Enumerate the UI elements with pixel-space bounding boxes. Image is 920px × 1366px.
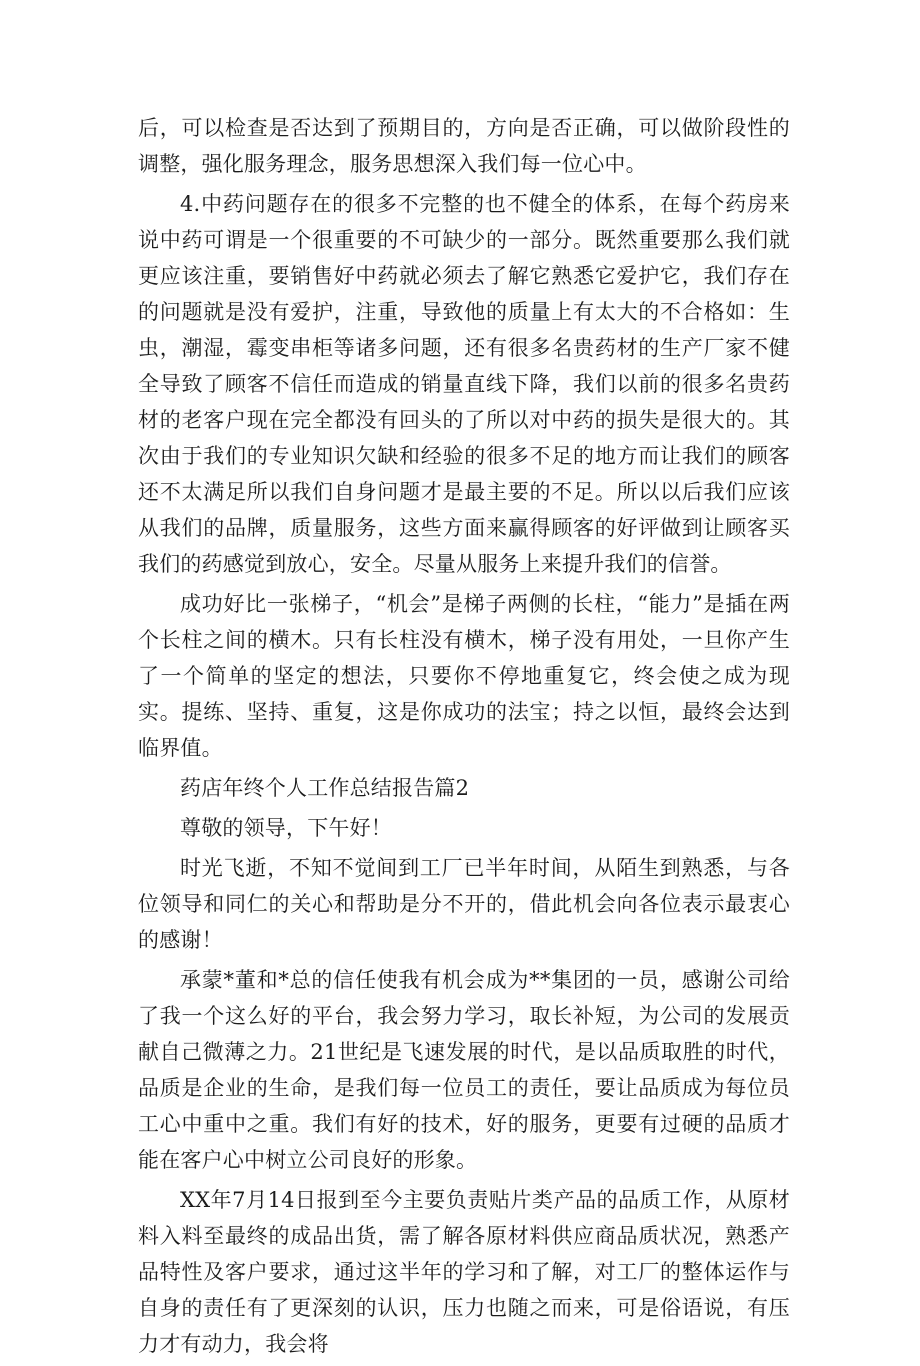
paragraph-time-flies: 时光飞逝，不知不觉间到工厂已半年时间，从陌生到熟悉，与各位领导和同仁的关心和帮助是分不开的，借此机会向各位表示最衷心的感谢！ [138, 856, 790, 952]
paragraph-greeting: 尊敬的领导，下午好！ [180, 816, 392, 840]
document-body [138, 110, 790, 1366]
paragraph-chinese-medicine: 4.中药问题存在的很多不完整的也不健全的体系，在每个药房来说中药可谓是一个很重要的不可缺少的一部分。既然重要那么我们就更应该注重，要销售好中药就必须去了解它熟悉它爱护它，我们存在的问题就是没有爱护，注重，导致他的质量上有太大的不合格如：生虫，潮湿，霉变串柜等诸多问题，还有很多名贵药材的生产厂家不健全导致了顾客不信任而造成的销量直线下降，我们以前的很多名贵药材的老客户现在完全都没有回头的了所以对中药的损失是很大的。其次由于我们的专业知识欠缺和经验的很多不足的地方而让我们的顾客还不太满足所以我们自身问题才是最主要的不足。所以以后我们应该从我们的品牌，质量服务，这些方面来赢得顾客的好评做到让顾客买我们的药感觉到放心，安全。尽量从服务上来提升我们的信誉。 [138, 192, 790, 576]
paragraph-continuation: 后，可以检查是否达到了预期目的，方向是否正确，可以做阶段性的调整，强化服务理念，服务思想深入我们每一位心中。 [138, 116, 790, 176]
paragraph-success-ladder: 成功好比一张梯子，“机会”是梯子两侧的长柱，“能力”是插在两个长柱之间的横木。只有长柱没有横木，梯子没有用处，一旦你产生了一个简单的坚定的想法，只要你不停地重复它，终会使之成为现实。提练、坚持、重复，这是你成功的法宝；持之以恒，最终会达到临界值。 [138, 592, 790, 760]
paragraph-gratitude: 承蒙*董和*总的信任使我有机会成为**集团的一员，感谢公司给了我一个这么好的平台，我会努力学习，取长补短，为公司的发展贡献自己微薄之力。21世纪是飞速发展的时代，是以品质取胜的时代，品质是企业的生命，是我们每一位员工的责任，要让品质成为每位员工心中重中之重。我们有好的技术，好的服务，更要有过硬的品质才能在客户心中树立公司良好的形象。 [138, 968, 790, 1172]
paragraph-work-report: XX年7月14日报到至今主要负责贴片类产品的品质工作，从原材料入料至最终的成品出货，需了解各原材料供应商品质状况，熟悉产品特性及客户要求，通过这半年的学习和了解，对工厂的整体运作与自身的责任有了更深刻的认识，压力也随之而来，可是俗语说，有压力才有动力，我会将 [138, 1188, 790, 1356]
section-title: 药店年终个人工作总结报告篇2 [180, 776, 470, 800]
